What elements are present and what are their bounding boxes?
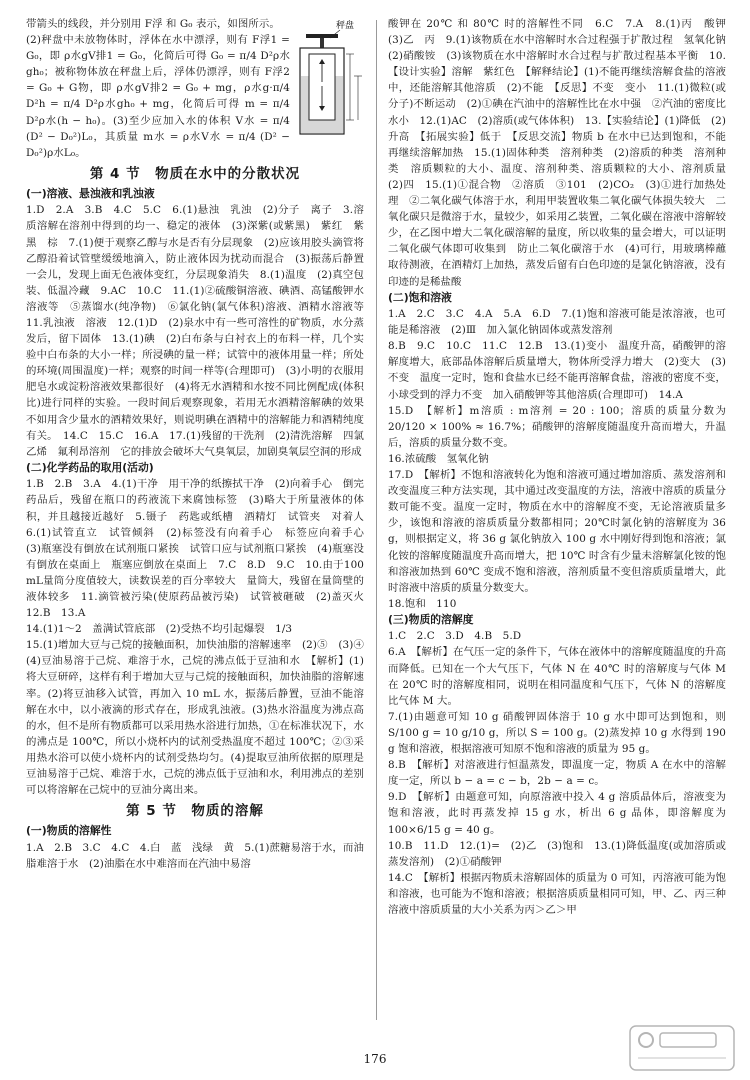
answer-paragraph: 15.D 【解析】m溶质 : m溶剂 = 20 : 100；溶质的质量分数为 20/120 × 100% ≈ 16.7%；硝酸钾的溶解度随温度升高而增大，升温后，溶质的质量分数不变。 [388, 404, 726, 449]
answer-paragraph: 1.C 2.C 3.D 4.B 5.D [388, 630, 522, 643]
answer-paragraph: 1.A 2.C 3.C 4.A 5.A 6.D 7.(1)饱和溶液可能是浓溶液，也可能是稀溶液 (2)Ⅲ 加入氯化钠固体或蒸发溶剂 [388, 308, 726, 337]
answer-paragraph: 7.(1)由题意可知 10 g 硝酸钾固体溶于 10 g 水中即可达到饱和，则 S/100 g = 10 g/10 g，所以 S = 100 g。(2)蒸发掉 10 g 水得到 190 g 饱和溶液，根据溶液可知原不饱和溶液的质量为 95 g。 [388, 710, 726, 756]
answer-paragraph: 10.B 11.D 12.(1)= (2)乙 (3)饱和 13.(1)降低温度(或加溶质或蒸发溶剂) (2)①硝酸钾 [388, 839, 726, 868]
column-divider [376, 20, 377, 1020]
subsection-heading: (一)溶液、悬浊液和乳浊液 [26, 186, 155, 200]
watermark-logo [628, 1024, 736, 1072]
right-column [388, 16, 737, 1026]
answer-paragraph: 1.A 2.B 3.C 4.C 4.白 蓝 浅绿 黄 5.(1)蔗糖易溶于水，而油脂难溶于水 (2)油脂在水中难溶而在汽油中易溶 [26, 841, 364, 870]
scale-float-diagram [296, 18, 364, 140]
answer-paragraph: 14.C 【解析】根据丙物质未溶解固体的质量为 0 可知，丙溶液可能为饱和溶液，也可能为不饱和溶液；根据溶质质量相同可知，甲、乙、丙三种溶液中溶质质量的大小关系为丙＞乙＞甲 [388, 871, 726, 916]
answer-paragraph: 14.(1)1～2 盖满试管底部 (2)受热不均引起爆裂 1/3 [26, 623, 293, 636]
answer-paragraph: 8.B 9.C 10.C 11.C 12.B 13.(1)变小 温度升高，硝酸钾的溶解度增大，底部晶体溶解后质量增大，物体所受浮力增大 (2)变大 (3)不变 温度一定时，饱和食盐水已经不能再溶解食盐，溶液的密度不变，小球受到的浮力不变 加入硝酸钾等其他溶质(合理即可) 14.A [388, 340, 726, 401]
answer-paragraph: 6.A 【解析】在气压一定的条件下，气体在液体中的溶解度随温度的升高而降低。已知在一个大气压下，气体 N 在 40℃ 时的溶解度与气体 M 在 20℃ 时的溶解度相同，说明在相同温度和气压下，气体 N 的溶解度比气体 M 大。 [388, 646, 726, 707]
answer-paragraph: 16.浓硫酸 氢氧化钠 [388, 452, 489, 465]
section-heading: 第 4 节 物质在水中的分散状况 [89, 165, 301, 182]
subsection-heading: (二)化学药品的取用(活动) [26, 460, 154, 474]
answer-page [26, 16, 737, 1036]
answer-paragraph: 带箭头的线段，并分别用 F浮 和 G₀ 表示，如图所示。 [26, 18, 280, 30]
subsection-heading: (三)物质的溶解度 [388, 612, 474, 626]
subsection-heading: (二)饱和溶液 [388, 290, 452, 304]
left-column [26, 16, 375, 1026]
answer-paragraph: 酸钾在 20℃ 和 80℃ 时的溶解性不同 6.C 7.A 8.(1)丙 酸钾 (3)乙 丙 9.(1)该物质在水中溶解时水合过程强于扩散过程 氢氧化钠 (2)硝酸铵 (3)该物质在水中溶解时水合过程与扩散过程基本平衡 10.【设计实验】溶解 紫红色 【解释结论】(1)不能再继续溶解食盐的溶液中，还能溶解其他溶质 (2)不能 【反思】不变 变小 11.(1)微粒(或分子)不断运动 (2)①碘在汽油中的溶解性比在水中强 ②汽油的密度比水小 12.(1)AC (2)溶质(或气体体积) 13.【实验结论】(1)降低 (2)升高 【拓展实验】低于 【反思交流】物质 b 在水中已达到饱和，不能再继续溶解加热 15.(1)固体种类 溶剂种类 (2)溶质的种类 溶剂种类 溶质颗粒的大小、温度、溶剂种类、溶质颗粒的大小、溶剂质量 (2)四 15.(1)①混合物 ②溶质 ③101 (2)CO₂ (3)①进行加热处理 ②二氧化碳气体溶于水，利用甲装置收集二氧化碳气体损失较大 二氧化碳只是微溶于水，量较少，如采用乙装置，二氧化碳在溶液中溶解较少，在乙图中增大二氧化碳溶解的量度，所以收集的量会增大，可以证明二氧化碳气体即可收集到 防止二氧化碳溶于水 (4)可行，用玻璃棒蘸取待测液，在酒精灯上加热，蒸发后留有白色印迹的是氯化钠溶液，没有印迹的是稀盐酸 [388, 18, 737, 288]
answer-paragraph: 1.B 2.B 3.A 4.(1)干净 用干净的纸擦拭干净 (2)向着手心 倒完药品后，残留在瓶口的药液流下来腐蚀标签 (3)略大于所量液体的体积，并且越接近越好 5.镊子 药匙或纸槽 酒精灯 试管夹 对着人 6.(1)试管直立 试管倾斜 (2)标签没有向着手心 标签应向着手心 (3)瓶塞没有倒放在试剂瓶口紧挨 试管口应与试剂瓶口紧挨 (4)瓶塞没有倒放在桌面上 瓶塞应倒放在桌面上 7.C 8.D 9.C 10.由于100 mL量筒分度值较大，读数误差的百分率较大 量筒大，残留在量筒壁的液体较多 11.滴管被污染(使原药品被污染) 试管被砸破 (2)盖灭火 12.B 13.A [26, 478, 375, 620]
page-number: 176 [363, 1052, 387, 1066]
answer-paragraph: 15.(1)增加大豆与己烷的接触面积，加快油脂的溶解速率 (2)⑤ (3)④ (4)豆油易溶于己烷、难溶于水，己烷的沸点低于豆油和水 【解析】(1)将大豆研碎，这样有利于增加大豆与己烷的接触面积，加快油脂的溶解速率。(2)将豆油移入试管，再加入 10 mL 水，振荡后静置，豆油不能溶解在水中，以小液滴的形式存在，形成乳浊液。(3)热水浴温度为沸点高的水，但不是所有物质都可以采用热水浴进行加热，①在标准状况下，水的沸点是 100℃，所以小烧杯内的试剂受热温度不超过 100℃；②③采用热水浴可以使小烧杯内的试剂受热均匀。(4)提取豆油所依据的原理是豆油易溶于己烷、难溶于水，己烷的沸点低于豆油和水，利用沸点的差别可以将溶解在己烷中的豆油分离出来。 [26, 639, 375, 797]
figure-label-pan: 秤盘 [336, 21, 355, 31]
answer-paragraph: 9.D 【解析】由题意可知，向原溶液中投入 4 g 溶质晶体后，溶液变为饱和溶液，此时再蒸发掉 15 g 水，析出 6 g 晶体，即溶解度为 100×6/15 g = 40 g。 [388, 791, 726, 836]
answer-paragraph: (2)秤盘中未放物体时，浮体在水中漂浮，则有 F浮1 = G₀，即 ρ水gV排1 = G₀，化简后可得 G₀ = π/4 D²ρ水gh₀；被称物体放在秤盘上后，浮体仍漂浮，则有 F浮2 = G₀ + G物，即 ρ水gV排2 = G₀ + mg，ρ水g·π/4 D²h = π/4 D²ρ水gh₀ + mg，化简后可得 m = π/4 D²ρ水(h − h₀)。(3)至少应加入水的体积 V水 = π/4 (D² − D₀²)L₀，其质量 m水 = ρ水V水 = π/4 (D² − D₀²)ρ水L₀。 [26, 34, 290, 159]
section-heading: 第 5 节 物质的溶解 [126, 803, 264, 820]
answer-paragraph: 8.B 【解析】对溶液进行恒温蒸发，即温度一定，物质 A 在水中的溶解度一定，所以 b − a = c − b，2b − a = c。 [388, 759, 726, 788]
answer-paragraph: 17.D 【解析】不饱和溶液转化为饱和溶液可通过增加溶质、蒸发溶剂和改变温度三种方法实现，其中通过改变温度的方法，溶液中溶质的质量分数可能不变。温度一定时，物质在水中的溶解度不变，无论溶液质量多少，该饱和溶液的溶质质量分数都相同；20℃时氯化钠的溶解度为 36 g，则根据定义，将 36 g 氯化钠放入 100 g 水中刚好得到饱和溶液；氯化铵的溶解度随温度升高而增大，把 10℃ 时含有少量未溶解氯化铵的饱和溶液加热到 60℃ 变成不饱和溶液，溶剂质量不变但溶质质量增大，此时溶液中溶质的质量分数变大。 [388, 469, 726, 594]
answer-paragraph: 1.D 2.A 3.B 4.C 5.C 6.(1)悬浊 乳浊 (2)分子 离子 3.溶质溶解在溶剂中得到的均一、稳定的液体 (3)深紫(或紫黑) 紫红 紫黑 棕 7.(1)便于观察乙醇与水是否有分层现象 (2)应该用胶头滴管将乙醇沿着试管壁缓缓地滴入，防止液体因为扰动而混合 (3)振荡后静置一会儿，发现上面无色液体变红，分层现象消失 8.(1)温度 (2)真空包装、低温冷藏 9.AC 10.C 11.(1)②硫酸铜溶液、碘酒、高锰酸钾水溶液等 ⑤蒸馏水(纯净物) ⑥氯化钠(氯气体积)溶液、酒精水溶液等 11.乳浊液 溶液 12.(1)D (2)泉水中有一些可溶性的矿物质，水分蒸发后，留下固体 13.(1)碘 (2)白布条与白衬衣上的布料一样，几个实验中白布条的大小一样；所浸碘的量一样；试管中的液体用量一样；所处的环境(周围温度)一样；观察的时间一样等(合理即可) (3)小明的衣服用肥皂水或淀粉溶液效果都很好 (4)将无水酒精和水按不同比例配成(体积比)进行同样的实验。一段时间后观察现象，若用无水酒精溶解碘的效果不如用含少量水的酒精效果好，则说明碘在酒精中的溶解能力和酒精纯度有关。 14.C 15.C 16.A 17.(1)残留的干洗剂 (2)清洗溶解 四氯乙烯 氟利昂溶剂 它的排放会破坏大气臭氧层，加剧臭氧层空洞的形成 [26, 204, 375, 458]
subsection-heading: (一)物质的溶解性 [26, 824, 112, 838]
answer-paragraph: 18.饱和 110 [388, 597, 457, 610]
